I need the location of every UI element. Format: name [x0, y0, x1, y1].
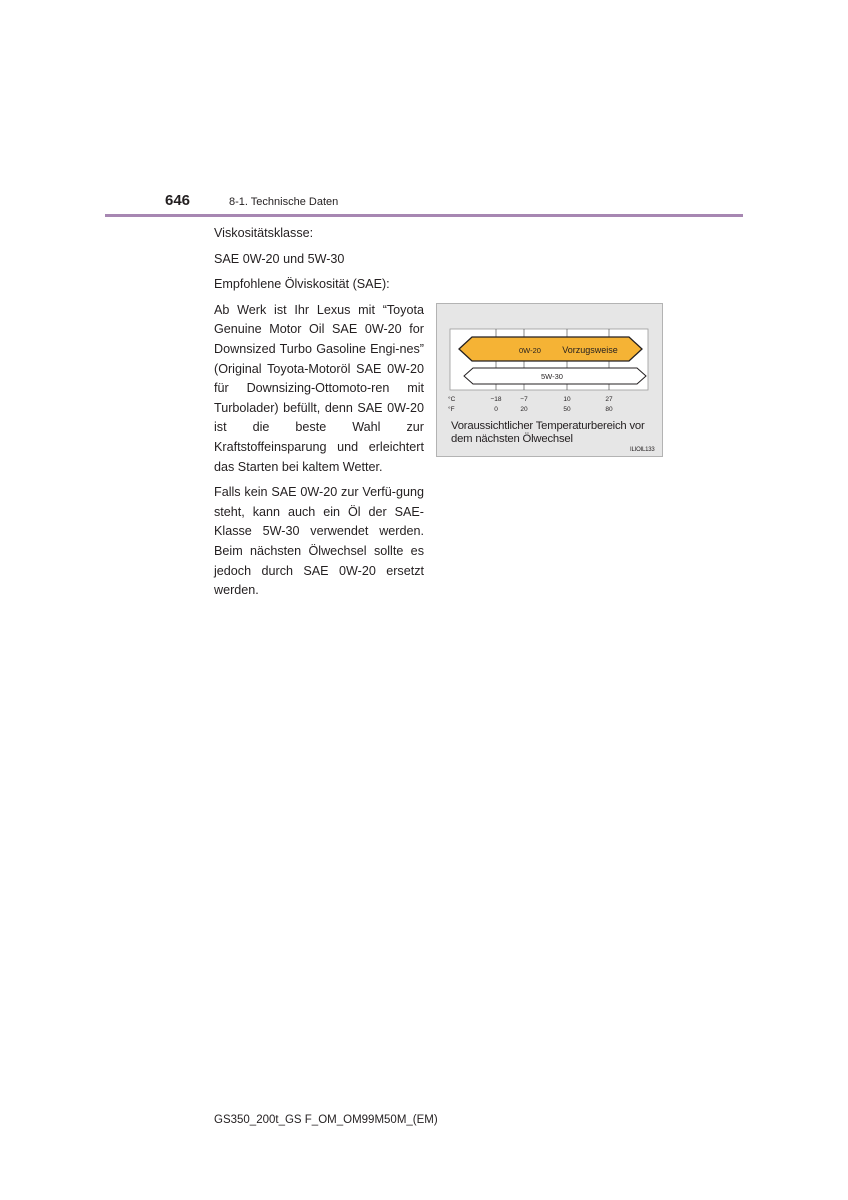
celsius-tick: −7 [520, 396, 528, 403]
page-number: 646 [165, 192, 191, 209]
footer-document-code: GS350_200t_GS F_OM_OM99M50M_(EM) [214, 1114, 438, 1126]
unit-celsius: °C [448, 396, 456, 403]
body-text [214, 224, 424, 607]
celsius-tick: 27 [605, 396, 613, 403]
figure-caption: Voraussichtlicher Temperaturbereich vor dem nächsten Ölwechsel [451, 420, 645, 445]
celsius-tick: −18 [490, 396, 502, 403]
alternative-oil-paragraph: Falls kein SAE 0W-20 zur Verfü-gung steht, kann auch ein Öl der SAE-Klasse 5W-30 verwendet werden. Beim nächsten Ölwechsel sollte es jedoch durch SAE 0W-20 ersetzt werden. [214, 485, 424, 598]
bar-label-0w20: 0W-20 [519, 346, 541, 355]
header-rule [105, 214, 743, 217]
figure-code: ILIOIL133 [630, 447, 655, 453]
bar-label-preferred: Vorzugsweise [562, 345, 618, 355]
unit-fahrenheit: °F [448, 406, 455, 413]
fahrenheit-tick: 20 [520, 406, 528, 413]
factory-fill-paragraph: Ab Werk ist Ihr Lexus mit “Toyota Genuine Motor Oil SAE 0W-20 for Downsized Turbo Gasoline Engi-nes” (Original Toyota-Motoröl SAE 0W-20 für Downsizing-Ottomoto-ren mit Turbolader) befüllt, denn SAE 0W-20 ist die beste Wahl zur Kraftstoffeinsparung und erleichtert das Starten bei kaltem Wetter. [214, 302, 424, 474]
fahrenheit-tick: 0 [494, 406, 498, 413]
recommended-viscosity-heading: Empfohlene Ölviskosität (SAE): [214, 277, 390, 292]
fahrenheit-tick: 50 [563, 406, 571, 413]
section-title: 8-1. Technische Daten [229, 196, 339, 208]
viscosity-class-value: SAE 0W-20 und 5W-30 [214, 251, 345, 266]
viscosity-class-heading: Viskositätsklasse: [214, 226, 314, 240]
celsius-tick: 10 [563, 396, 571, 403]
bar-label-5w30: 5W-30 [541, 372, 563, 381]
fahrenheit-tick: 80 [605, 406, 613, 413]
